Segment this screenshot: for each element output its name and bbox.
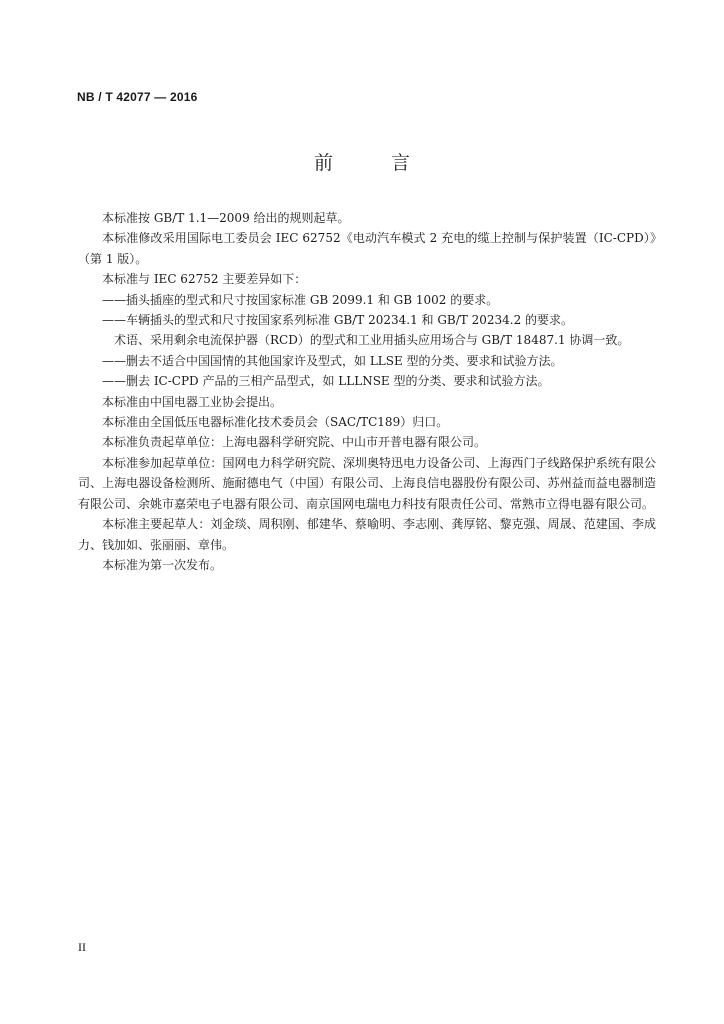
page-title: 前 言 (313, 152, 437, 174)
paragraph: 本标准修改采用国际电工委员会 IEC 62752《电动汽车模式 2 充电的缆上控制与保护装置（IC-CPD）》（第 1 版）。 (78, 231, 656, 266)
paragraph: 本标准主要起草人：刘金琰、周积刚、郁建华、蔡喻明、李志刚、龚厚铭、黎克强、周晟、范建国、李成力、钱加如、张丽丽、章伟。 (78, 517, 656, 552)
list-item: ——删去 IC-CPD 产品的三相产品型式，如 LLLNSE 型的分类、要求和试验方法。 (102, 374, 550, 389)
document-header-id: NB / T 42077 — 2016 (77, 90, 198, 104)
paragraph: 本标准为第一次发布。 (102, 557, 223, 572)
paragraph: 本标准由全国低压电器标准化技术委员会（SAC/TC189）归口。 (102, 415, 449, 430)
list-item: ——删去不适合中国国情的其他国家许及型式，如 LLSE 型的分类、要求和试验方法。 (102, 353, 563, 368)
list-item: ——车辆插头的型式和尺寸按国家系列标准 GB/T 20234.1 和 GB/T 20234.2 的要求。 (102, 313, 574, 328)
paragraph: 本标准参加起草单位：国网电力科学研究院、深圳奥特迅电力设备公司、上海西门子线路保护系统有限公司、上海电器设备检测所、施耐德电气（中国）有限公司、上海良信电器股份有限公司、苏州益而益电器制造有限公司、余姚市嘉荣电子电器有限公司、南京国网电瑞电力科技有限责任公司、常熟市立得电器有限公司。 (78, 455, 656, 511)
paragraph: 本标准负责起草单位：上海电器科学研究院、中山市开普电器有限公司。 (102, 435, 487, 450)
list-item: 术语、采用剩余电流保护器（RCD）的型式和工业用插头应用场合与 GB/T 18487.1 协调一致。 (114, 333, 630, 348)
paragraph: 本标准与 IEC 62752 主要差异如下： (102, 272, 307, 287)
page-number: II (78, 940, 86, 954)
foreword-body (78, 208, 656, 575)
paragraph: 本标准由中国电器工业协会提出。 (102, 394, 283, 409)
list-item: ——插头插座的型式和尺寸按国家标准 GB 2099.1 和 GB 1002 的要求。 (102, 292, 499, 307)
paragraph: 本标准按 GB/T 1.1—2009 给出的规则起草。 (102, 211, 350, 225)
